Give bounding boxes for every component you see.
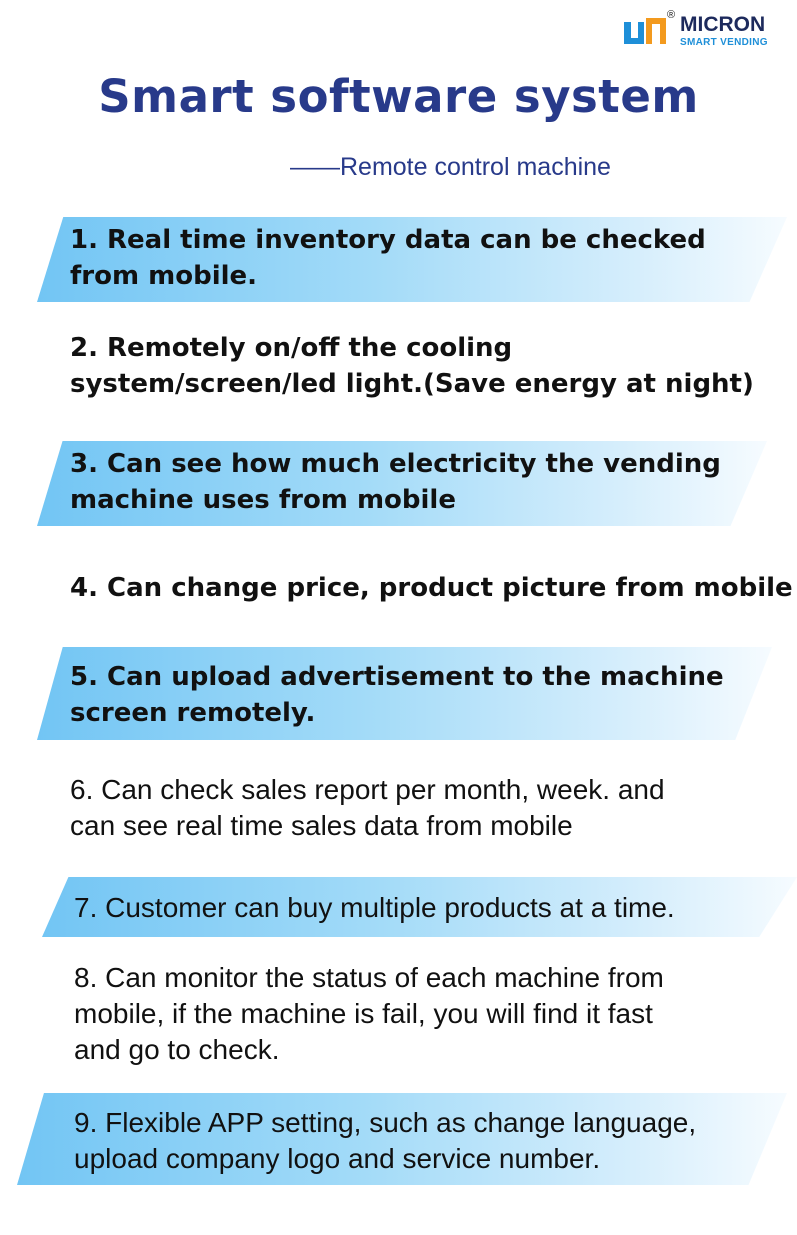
brand-logo [624, 9, 776, 52]
feature-item-4-line1: 4. Can change price, product picture from mobile [70, 573, 793, 603]
page-subtitle: ——Remote control machine [290, 153, 611, 181]
feature-item-3-line2: machine uses from mobile [70, 485, 456, 515]
registered-mark: ® [667, 9, 676, 21]
feature-item-5 [70, 659, 724, 731]
feature-item-3 [70, 446, 721, 518]
feature-item-3-line1: 3. Can see how much electricity the vending [70, 449, 721, 479]
brand-tagline: SMART VENDING [680, 37, 768, 48]
feature-item-9-line1: 9. Flexible APP setting, such as change language, [74, 1107, 697, 1138]
feature-item-6-line2: can see real time sales data from mobile [70, 810, 573, 841]
feature-item-4 [70, 570, 793, 606]
feature-item-8-line3: and go to check. [74, 1034, 280, 1065]
feature-item-7 [74, 890, 675, 926]
feature-item-2-line2: system/screen/led light.(Save energy at night) [70, 369, 754, 399]
feature-item-8 [74, 960, 664, 1068]
feature-item-6-line1: 6. Can check sales report per month, week. and [70, 774, 665, 805]
feature-item-2 [70, 330, 754, 402]
feature-item-8-line1: 8. Can monitor the status of each machine from [74, 962, 664, 993]
feature-item-5-line2: screen remotely. [70, 698, 316, 728]
brand-name: MICRON [680, 13, 766, 36]
feature-item-6 [70, 772, 665, 844]
page-title: Smart software system [98, 70, 699, 123]
feature-item-9-line2: upload company logo and service number. [74, 1143, 601, 1174]
feature-item-1 [70, 222, 706, 294]
feature-item-8-line2: mobile, if the machine is fail, you will find it fast [74, 998, 653, 1029]
feature-item-1-line1: 1. Real time inventory data can be checked [70, 225, 706, 255]
micron-logo-icon [624, 16, 670, 48]
feature-item-1-line2: from mobile. [70, 261, 258, 291]
feature-item-2-line1: 2. Remotely on/off the cooling [70, 333, 513, 363]
feature-item-5-line1: 5. Can upload advertisement to the machine [70, 662, 724, 692]
feature-item-9 [74, 1105, 696, 1177]
feature-item-7-line1: 7. Customer can buy multiple products at a time. [74, 892, 675, 923]
